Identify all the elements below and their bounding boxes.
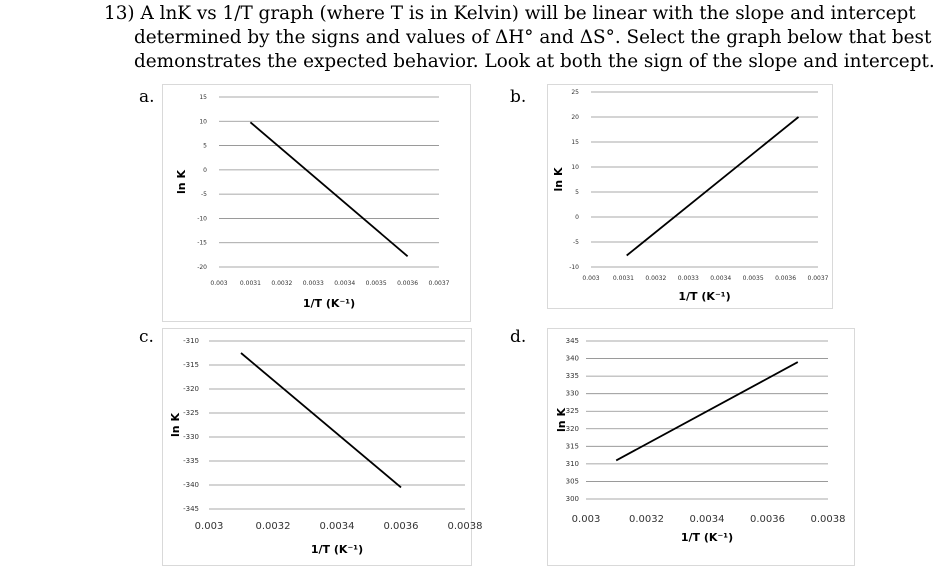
- question-line-3: demonstrates the expected behavior. Look at both the sign of the slope and intercept.: [134, 51, 935, 72]
- question-line-1: [104, 2, 916, 26]
- y-tick-label: -335: [183, 457, 199, 465]
- y-axis-label: ln K: [169, 413, 182, 437]
- chart-c-svg: [163, 329, 483, 565]
- x-axis-label: 1/T (K⁻¹): [310, 543, 364, 556]
- x-tick-label: 0.0038: [810, 514, 846, 525]
- x-tick-label: 0.003: [571, 514, 601, 525]
- y-tick-label: -5: [201, 191, 207, 199]
- x-tick-label: 0.0036: [750, 514, 785, 525]
- y-tick-label: 15: [199, 94, 207, 101]
- y-tick-label: 25: [571, 89, 579, 96]
- y-axis-label: ln K: [175, 170, 188, 194]
- y-tick-label: 20: [571, 114, 579, 121]
- series-line: [250, 122, 407, 256]
- y-tick-label: 10: [199, 118, 207, 126]
- x-axis-label: 1/T (K⁻¹): [680, 531, 734, 544]
- chart-option-a[interactable]: [162, 84, 471, 322]
- y-tick-label: -315: [183, 361, 199, 369]
- y-tick-label: -15: [197, 239, 207, 247]
- y-tick-label: 320: [565, 424, 579, 433]
- x-tick-label: 0.0036: [383, 521, 419, 532]
- x-axis-label: 1/T (K⁻¹): [678, 290, 731, 303]
- option-b-label: b.: [510, 87, 527, 107]
- y-tick-label: 330: [565, 389, 579, 398]
- x-tick-label: 0.0031: [612, 275, 634, 282]
- y-axis-label: ln K: [552, 167, 565, 192]
- x-tick-label: 0.0034: [689, 514, 725, 525]
- question-line-1-text: A lnK vs 1/T graph (where T is in Kelvin) will be linear with the slope and intercept: [140, 3, 916, 24]
- x-tick-label: 0.0038: [447, 521, 483, 532]
- option-a-label: a.: [139, 87, 155, 107]
- x-tick-label: 0.0033: [302, 280, 324, 287]
- y-tick-label: 15: [571, 139, 579, 146]
- x-tick-label: 0.0037: [807, 275, 829, 282]
- y-tick-label: 0: [575, 214, 579, 221]
- x-tick-label: 0.003: [210, 280, 228, 287]
- question-text: [104, 2, 935, 74]
- x-tick-label: 0.0033: [677, 275, 699, 282]
- y-tick-label: 340: [565, 354, 579, 363]
- y-tick-label: -310: [183, 337, 199, 345]
- option-d-label: d.: [510, 327, 527, 347]
- y-tick-label: 305: [565, 477, 579, 486]
- chart-option-c[interactable]: [162, 328, 483, 566]
- chart-a-svg: [163, 85, 470, 321]
- x-tick-label: 0.0031: [239, 280, 261, 287]
- y-tick-label: 10: [571, 164, 579, 171]
- y-tick-label: -345: [183, 505, 199, 513]
- x-tick-label: 0.0034: [710, 275, 732, 282]
- y-axis-label: ln K: [555, 408, 568, 432]
- question-line-2: determined by the signs and values of ΔH° and ΔS°. Select the graph below that best: [134, 27, 932, 48]
- option-c-label: c.: [139, 327, 154, 347]
- y-tick-label: -10: [569, 264, 579, 271]
- chart-option-d[interactable]: [547, 328, 855, 566]
- y-tick-label: 335: [565, 372, 579, 381]
- x-tick-label: 0.0032: [255, 521, 291, 532]
- x-tick-label: 0.0037: [428, 280, 450, 287]
- y-tick-label: 310: [565, 459, 579, 468]
- x-tick-label: 0.0036: [397, 280, 419, 287]
- y-tick-label: 5: [203, 142, 207, 150]
- y-tick-label: -320: [183, 385, 199, 393]
- x-tick-label: 0.0032: [271, 280, 293, 287]
- y-tick-label: -340: [183, 481, 199, 489]
- y-tick-label: 300: [565, 495, 579, 503]
- chart-d-svg: [548, 329, 854, 565]
- question-number: 13): [104, 3, 135, 24]
- y-tick-label: -10: [197, 215, 207, 223]
- y-tick-label: 325: [565, 407, 579, 416]
- x-tick-label: 0.0034: [319, 521, 355, 532]
- y-tick-label: -330: [183, 433, 199, 441]
- x-tick-label: 0.0032: [629, 514, 664, 525]
- y-tick-label: -325: [183, 409, 199, 417]
- y-tick-label: 5: [575, 189, 579, 196]
- x-tick-label: 0.0032: [645, 275, 667, 282]
- x-tick-label: 0.0034: [334, 280, 356, 287]
- y-tick-label: -20: [197, 264, 207, 271]
- x-axis-label: 1/T (K⁻¹): [302, 297, 356, 310]
- chart-option-b[interactable]: [547, 84, 833, 309]
- series-line: [241, 353, 401, 487]
- x-tick-label: 0.003: [194, 521, 224, 532]
- y-tick-label: 315: [565, 442, 579, 451]
- y-tick-label: 0: [203, 166, 207, 174]
- x-tick-label: 0.0035: [365, 280, 387, 287]
- series-line: [627, 117, 799, 256]
- y-tick-label: -5: [573, 239, 579, 246]
- x-tick-label: 0.003: [582, 275, 600, 282]
- x-tick-label: 0.0035: [742, 275, 764, 282]
- y-tick-label: 345: [565, 337, 579, 345]
- chart-b-svg: [548, 85, 832, 308]
- x-tick-label: 0.0036: [775, 275, 797, 282]
